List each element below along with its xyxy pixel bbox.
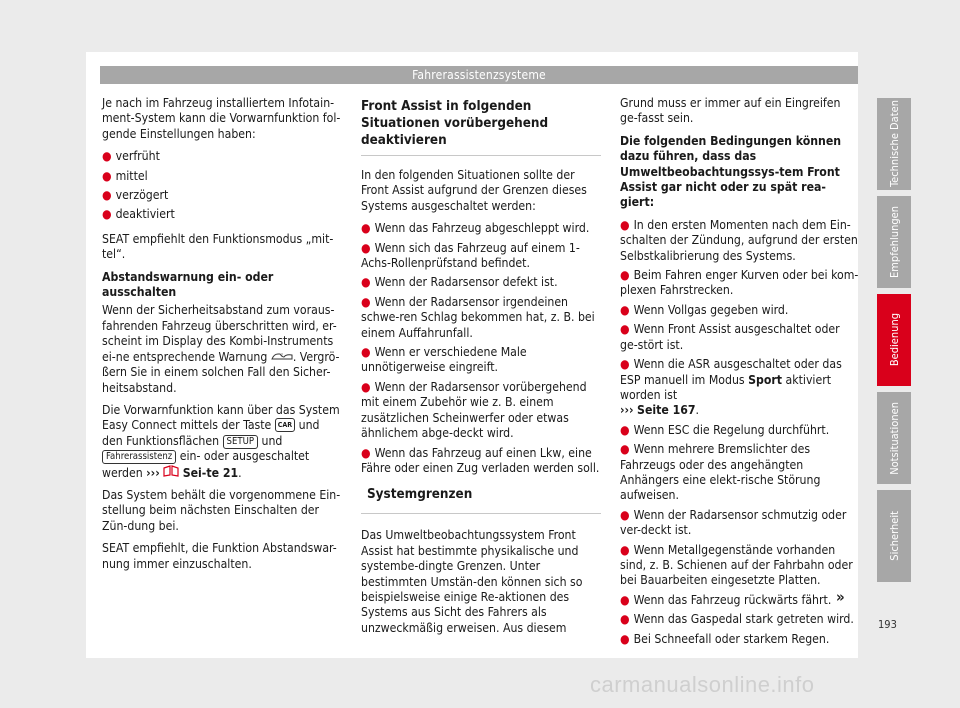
distance-warning-icon	[271, 350, 293, 364]
list-item: ● Beim Fahren enger Kurven oder bei kom-plexen Fahrstrecken.	[620, 268, 859, 298]
bullet-icon: ●	[620, 302, 630, 317]
warning-paragraph: Wenn der Sicherheitsabstand zum voraus-fahrenden Fahrzeug überschritten wird, er-scheint im Display des Kombi-Instruments ei-ne entsprechende Warnung ! . Vergrö-ßern Sie in einem solchen Fall den Sicher-heitsabstand.	[102, 303, 340, 395]
section-heading-system-limits: Systemgrenzen	[361, 480, 601, 514]
continued-paragraph: Grund muss er immer auf ein Eingreifen ge-fasst sein.	[620, 96, 841, 126]
bullet-icon: ●	[102, 149, 112, 164]
watermark: carmanualsonline.info	[590, 672, 815, 697]
bullet-icon: ●	[620, 542, 630, 557]
page-number: 193	[878, 618, 897, 631]
list-item: ● Wenn der Radarsensor defekt ist.	[361, 275, 558, 290]
subheading-distance-warning: Abstandswarnung ein- oder ausschalten	[102, 269, 274, 300]
conditions-list	[620, 218, 860, 647]
list-item: ● verfrüht	[102, 149, 160, 164]
car-key: CAR	[275, 418, 295, 432]
reference-arrow: ›››	[146, 465, 160, 480]
column-1	[102, 96, 342, 579]
bullet-icon: ●	[620, 422, 630, 437]
list-item: ● Wenn mehrere Bremslichter des Fahrzeugs oder des angehängten Anhängers eine elekt-rische Störung aufweisen.	[620, 442, 821, 503]
deactivate-list	[361, 221, 601, 476]
column-2	[361, 96, 601, 643]
list-item: ● Wenn der Radarsensor schmutzig oder ver-deckt ist.	[620, 507, 847, 538]
bullet-icon: ●	[620, 268, 630, 283]
bullet-icon: ●	[620, 592, 630, 607]
bullet-icon: ●	[361, 345, 371, 360]
list-item: ● Wenn Vollgas gegeben wird.	[620, 302, 789, 317]
list-item: ● In den ersten Momenten nach dem Ein-schalten der Zündung, aufgrund der ersten Selbstkalibrierung des Systems.	[620, 217, 858, 263]
conditions-bold-paragraph: Die folgenden Bedingungen können dazu führen, dass das Umweltbeobachtungssys-tem Front Assist gar nicht oder zu spät rea-giert:	[620, 133, 842, 210]
chapter-header: Fahrerassistenzsysteme	[100, 66, 858, 84]
recommend-paragraph: SEAT empfiehlt den Funktionsmodus „mit-tel“.	[102, 231, 334, 262]
list-item: ● Wenn das Fahrzeug auf einen Lkw, eine Fähre oder einen Zug verladen werden soll.	[361, 445, 600, 475]
setup-key: SETUP	[223, 435, 258, 449]
column-3	[620, 96, 860, 651]
bullet-icon: ●	[620, 507, 630, 522]
bullet-icon: ●	[361, 275, 371, 290]
continue-mark: »	[836, 588, 845, 606]
list-item: ● Wenn sich das Fahrzeug auf einem 1-Achs-Rollenprüfstand befindet.	[361, 240, 580, 271]
bullet-icon: ●	[102, 188, 112, 203]
tab-empfehlungen[interactable]: Empfehlungen	[877, 196, 911, 288]
fahrerassistenz-key: Fahrerassistenz	[102, 450, 176, 464]
bullet-icon: ●	[361, 379, 371, 394]
list-item: ● Wenn die ASR ausgeschaltet oder das ESP manuell im Modus Sport aktiviert worden ist ››› Seite 167.	[620, 357, 842, 418]
bullet-icon: ●	[620, 217, 630, 232]
list-item: ● Wenn Metallgegenstände vorhanden sind, z. B. Schienen auf der Fahrbahn oder bei Bauarbeiten eingesetzte Platten.	[620, 542, 853, 588]
book-icon	[163, 466, 179, 480]
bullet-icon: ●	[102, 168, 112, 183]
list-item: ● Wenn das Gaspedal stark getreten wird.	[620, 612, 854, 627]
list-item: ● Wenn das Fahrzeug rückwärts fährt.	[620, 592, 832, 607]
retain-setting-paragraph: Das System behält die vorgenommene Ein-stellung beim nächsten Einschalten der Zün-dung bei.	[102, 487, 341, 533]
bullet-icon: ●	[620, 322, 630, 337]
bullet-icon: ●	[102, 207, 112, 222]
bullet-icon: ●	[361, 445, 371, 460]
section-heading-deactivate: Front Assist in folgenden Situationen vorübergehend deaktivieren	[361, 98, 601, 156]
bullet-icon: ●	[620, 357, 630, 372]
bullet-icon: ●	[620, 631, 630, 646]
bullet-icon: ●	[361, 240, 371, 255]
options-list	[102, 149, 342, 223]
list-item: ● verzögert	[102, 188, 169, 203]
list-item: ● Wenn ESC die Regelung durchführt.	[620, 422, 830, 437]
svg-text:!: !	[280, 352, 283, 359]
page-reference-link[interactable]: Seite 167	[637, 403, 696, 418]
tab-notsituationen[interactable]: Notsituationen	[877, 392, 911, 484]
list-item: ● Wenn er verschiedene Male unnötigerweise eingreift.	[361, 345, 527, 375]
page-reference-link[interactable]: Sei-te 21	[182, 465, 239, 480]
easy-connect-paragraph: Die Vorwarnfunktion kann über das System Easy Connect mittels der Taste CAR und den Funktionsflächen SETUP und Fahrerassistenz ein- oder ausgeschaltet werden ››› Sei-te 21.	[102, 402, 340, 480]
bullet-icon: ●	[361, 294, 371, 309]
list-item: ● Wenn Front Assist ausgeschaltet oder ge-stört ist.	[620, 322, 840, 352]
tab-sicherheit[interactable]: Sicherheit	[877, 490, 911, 582]
list-item: ● Wenn das Fahrzeug abgeschleppt wird.	[361, 221, 590, 236]
list-item: ● Wenn der Radarsensor irgendeinen schwe-ren Schlag bekommen hat, z. B. bei einem Auffahrunfall.	[361, 294, 595, 340]
bullet-icon: ●	[620, 612, 630, 627]
tab-technische-daten[interactable]: Technische Daten	[877, 98, 911, 190]
deactivate-intro: In den folgenden Situationen sollte der Front Assist aufgrund der Grenzen dieses Systems ausgeschaltet werden:	[361, 168, 587, 213]
bullet-icon: ●	[361, 221, 371, 236]
system-limits-paragraph: Das Umweltbeobachtungssystem Front Assist hat bestimmte physikalische und systembe-dingte Grenzen. Unter bestimmten Umstän-den können sich so beispielsweise einige Re-aktionen des Systems aus Sicht des Fahrers als unzweckmäßig erweisen. Aus diesem	[361, 528, 583, 635]
list-item: ● mittel	[102, 168, 148, 183]
bullet-icon: ●	[620, 442, 630, 457]
intro-paragraph: Je nach im Fahrzeug installiertem Infotain-ment-System kann die Vorwarnfunktion fol-gende Einstellungen haben:	[102, 96, 341, 141]
tab-bedienung[interactable]: Bedienung	[877, 294, 911, 386]
list-item: ● Bei Schneefall oder starkem Regen.	[620, 631, 830, 646]
reference-arrow: ›››	[620, 403, 634, 418]
list-item: ● deaktiviert	[102, 207, 175, 222]
list-item: ● Wenn der Radarsensor vorübergehend mit einem Zubehör wie z. B. einem zusätzlichen Scheinwerfer oder etwas ähnlichem abge-deckt wird.	[361, 379, 587, 441]
recommend-on-paragraph: SEAT empfiehlt, die Funktion Abstandswar-nung immer einzuschalten.	[102, 541, 337, 571]
